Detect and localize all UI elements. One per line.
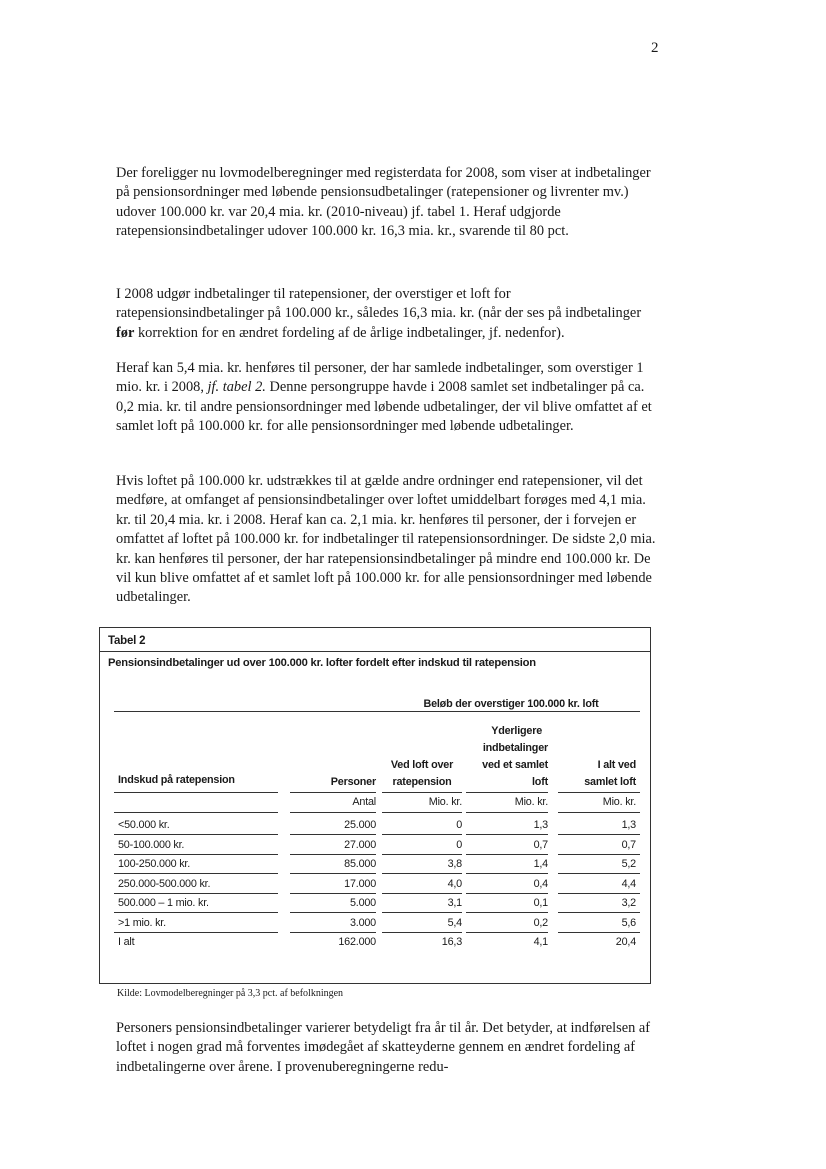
header-loft-line-1: Ved loft over <box>390 759 454 771</box>
header-total-line-2: samlet loft <box>584 776 636 788</box>
header-rule-col-3 <box>466 792 548 793</box>
row-rule-col-3 <box>466 912 548 913</box>
table-cell: 0,7 <box>533 838 548 851</box>
unit-rule-col-2 <box>382 812 462 813</box>
row-label: >1 mio. kr. <box>118 916 166 929</box>
row-rule-col-1 <box>290 873 376 874</box>
row-rule-col-3 <box>466 854 548 855</box>
row-rule-col-1 <box>290 834 376 835</box>
header-extra-line-1: Yderligere <box>491 725 542 737</box>
unit-cell: Mio. kr. <box>514 796 548 808</box>
row-label: 250.000-500.000 kr. <box>118 877 211 890</box>
table-cell: 1,3 <box>621 819 636 831</box>
table-cell: 85.000 <box>344 858 376 870</box>
row-rule-col-0 <box>114 893 278 894</box>
row-label: 100-250.000 kr. <box>118 858 191 870</box>
header-indskud: Indskud på ratepension <box>118 774 235 786</box>
row-rule-col-0 <box>114 854 278 855</box>
row-rule-col-2 <box>382 912 462 913</box>
row-rule-col-1 <box>290 932 376 933</box>
table-cell: 20,4 <box>615 936 636 948</box>
header-rule-col-0 <box>114 792 278 793</box>
paragraph-3-text-a: Heraf kan 5,4 mia. kr. henføres til personer, der har samlede indbetalinger, som overstiger 1 mio. kr. i 2008, <box>116 360 644 396</box>
table-cell: 3,2 <box>621 897 636 909</box>
table-cell: 162.000 <box>338 936 376 948</box>
table-cell: 27.000 <box>344 838 376 851</box>
table-cell: 16,3 <box>441 936 462 948</box>
unit-rule-col-1 <box>290 812 376 813</box>
table-top-rule <box>114 711 640 712</box>
table-cell: 1,3 <box>533 819 548 831</box>
row-rule-col-2 <box>382 854 462 855</box>
row-rule-col-4 <box>558 912 640 913</box>
paragraph-3 <box>116 359 656 437</box>
unit-cell: Antal <box>352 796 376 808</box>
table-cell: 25.000 <box>344 819 376 831</box>
row-rule-col-2 <box>382 932 462 933</box>
paragraph-2-text-b: korrektion for en ændret fordeling af de årlige indbetalinger, jf. nedenfor). <box>134 324 565 341</box>
table-cell: 0,1 <box>533 897 548 909</box>
row-rule-col-0 <box>114 873 278 874</box>
row-rule-col-2 <box>382 893 462 894</box>
table-title-divider <box>100 651 650 652</box>
header-rule-col-2 <box>382 792 462 793</box>
column-group-header: Beløb der overstiger 100.000 kr. loft <box>423 698 599 710</box>
header-extra-line-2: indbetalinger <box>482 742 548 754</box>
row-rule-col-3 <box>466 834 548 835</box>
table-cell: 4,1 <box>533 936 548 948</box>
paragraph-1: Der foreligger nu lovmodelberegninger med registerdata for 2008, som viser at indbetalinger på pensionsordninger med løbende pensionsudbetalinger (ratepensioner og livrenter mv.) udover 100.000 kr. var 20,4 mia. kr. (2010-niveau) jf. tabel 1. Heraf udgjorde ratepensionsindbetalinger udover 100.000 kr. 16,3 mia. kr., svarende til 80 pct. <box>116 165 651 240</box>
table-cell: 5,2 <box>621 858 636 870</box>
header-loft <box>382 757 462 791</box>
row-rule-col-2 <box>382 873 462 874</box>
row-label: I alt <box>118 936 135 948</box>
table-reference: jf. tabel 2. <box>207 379 266 396</box>
table-2 <box>99 627 651 984</box>
paragraph-2-bold: før <box>116 324 135 341</box>
header-persons: Personer <box>330 776 376 788</box>
table-cell: 0,4 <box>533 877 548 890</box>
row-rule-col-4 <box>558 873 640 874</box>
row-label: 50-100.000 kr. <box>118 838 185 851</box>
row-rule-col-3 <box>466 873 548 874</box>
header-rule-col-1 <box>290 792 376 793</box>
table-cell: 4,4 <box>621 877 636 890</box>
row-rule-col-1 <box>290 912 376 913</box>
header-extra-line-4: loft <box>532 776 548 788</box>
table-cell: 0,2 <box>533 916 548 929</box>
row-rule-col-3 <box>466 893 548 894</box>
table-cell: 3,1 <box>447 897 462 909</box>
table-cell: 5,6 <box>621 916 636 929</box>
row-rule-col-2 <box>382 834 462 835</box>
paragraph-2-text-a: I 2008 udgør indbetalinger til ratepensioner, der overstiger et loft for ratepensionsindbetalinger på 100.000 kr., således 16,3 mia. kr. (når der ses på indbetalinger <box>116 286 642 322</box>
unit-cell: Mio. kr. <box>428 796 462 808</box>
page-number: 2 <box>651 40 659 56</box>
header-extra-line-3: ved et samlet <box>482 759 548 771</box>
table-title: Tabel 2 <box>108 635 146 647</box>
row-rule-col-4 <box>558 932 640 933</box>
row-label: <50.000 kr. <box>118 819 170 831</box>
paragraph-3-text-b: Denne persongruppe havde i 2008 samlet set indbetalinger på ca. 0,2 mia. kr. til andre pensionsordninger med løbende udbetalinger, der vil blive omfattet af et samlet loft på 100.000 kr. for alle pensionsordninger med løbende udbetalinger. <box>116 379 652 435</box>
unit-rule-col-3 <box>466 812 548 813</box>
table-cell: 0 <box>456 838 462 851</box>
table-subtitle: Pensionsindbetalinger ud over 100.000 kr. lofter fordelt efter indskud til ratepension <box>108 657 536 669</box>
table-cell: 1,4 <box>533 858 548 870</box>
row-rule-col-0 <box>114 912 278 913</box>
table-cell: 3.000 <box>349 916 376 929</box>
row-rule-col-1 <box>290 854 376 855</box>
header-loft-line-2: ratepension <box>392 776 452 788</box>
header-extra <box>466 723 548 791</box>
row-rule-col-1 <box>290 893 376 894</box>
table-cell: 5.000 <box>349 897 376 909</box>
row-rule-col-3 <box>466 932 548 933</box>
table-cell: 4,0 <box>447 877 462 890</box>
unit-rule-col-4 <box>558 812 640 813</box>
unit-cell: Mio. kr. <box>602 796 636 808</box>
paragraph-4: Hvis loftet på 100.000 kr. udstrækkes til at gælde andre ordninger end ratepensioner, vil det medføre, at omfanget af pensionsindbetalinger over loftet umiddelbart forøges med 4,1 mia. kr. til 20,4 mia. kr. i 2008. Heraf kan ca. 2,1 mia. kr. henføres til personer, der i forvejen er omfattet af loftet på 100.000 kr. for indbetalinger til ratepensionsordninger. De sidste 2,0 mia. kr. kan henføres til personer, der har ratepensionsindbetalinger på mindre end 100.000 kr. De vil kun blive omfattet af et samlet loft på 100.000 kr. for alle pensionsordninger med løbende udbetalinger. <box>116 473 656 606</box>
header-total-line-1: I alt ved <box>597 759 636 771</box>
table-cell: 3,8 <box>447 858 462 870</box>
unit-rule-col-0 <box>114 812 278 813</box>
table-cell: 17.000 <box>344 877 376 890</box>
row-rule-col-4 <box>558 893 640 894</box>
table-cell: 5,4 <box>447 916 462 929</box>
table-cell: 0,7 <box>621 838 636 851</box>
row-rule-col-4 <box>558 854 640 855</box>
header-total <box>558 757 636 791</box>
row-rule-col-4 <box>558 834 640 835</box>
header-rule-col-4 <box>558 792 640 793</box>
paragraph-5: Personers pensionsindbetalinger varierer betydeligt fra år til år. Det betyder, at indførelsen af loftet i nogen grad må forventes imødegået af skatteyderne gennem en ændret fordeling af indbetalingerne over årene. I provenuberegningerne redu- <box>116 1020 651 1075</box>
table-source-note: Kilde: Lovmodelberegninger på 3,3 pct. af befolkningen <box>117 988 344 999</box>
row-rule-col-0 <box>114 834 278 835</box>
row-rule-col-0 <box>114 932 278 933</box>
table-cell: 0 <box>456 819 462 831</box>
paragraph-2 <box>116 285 656 343</box>
row-label: 500.000 – 1 mio. kr. <box>118 897 209 909</box>
